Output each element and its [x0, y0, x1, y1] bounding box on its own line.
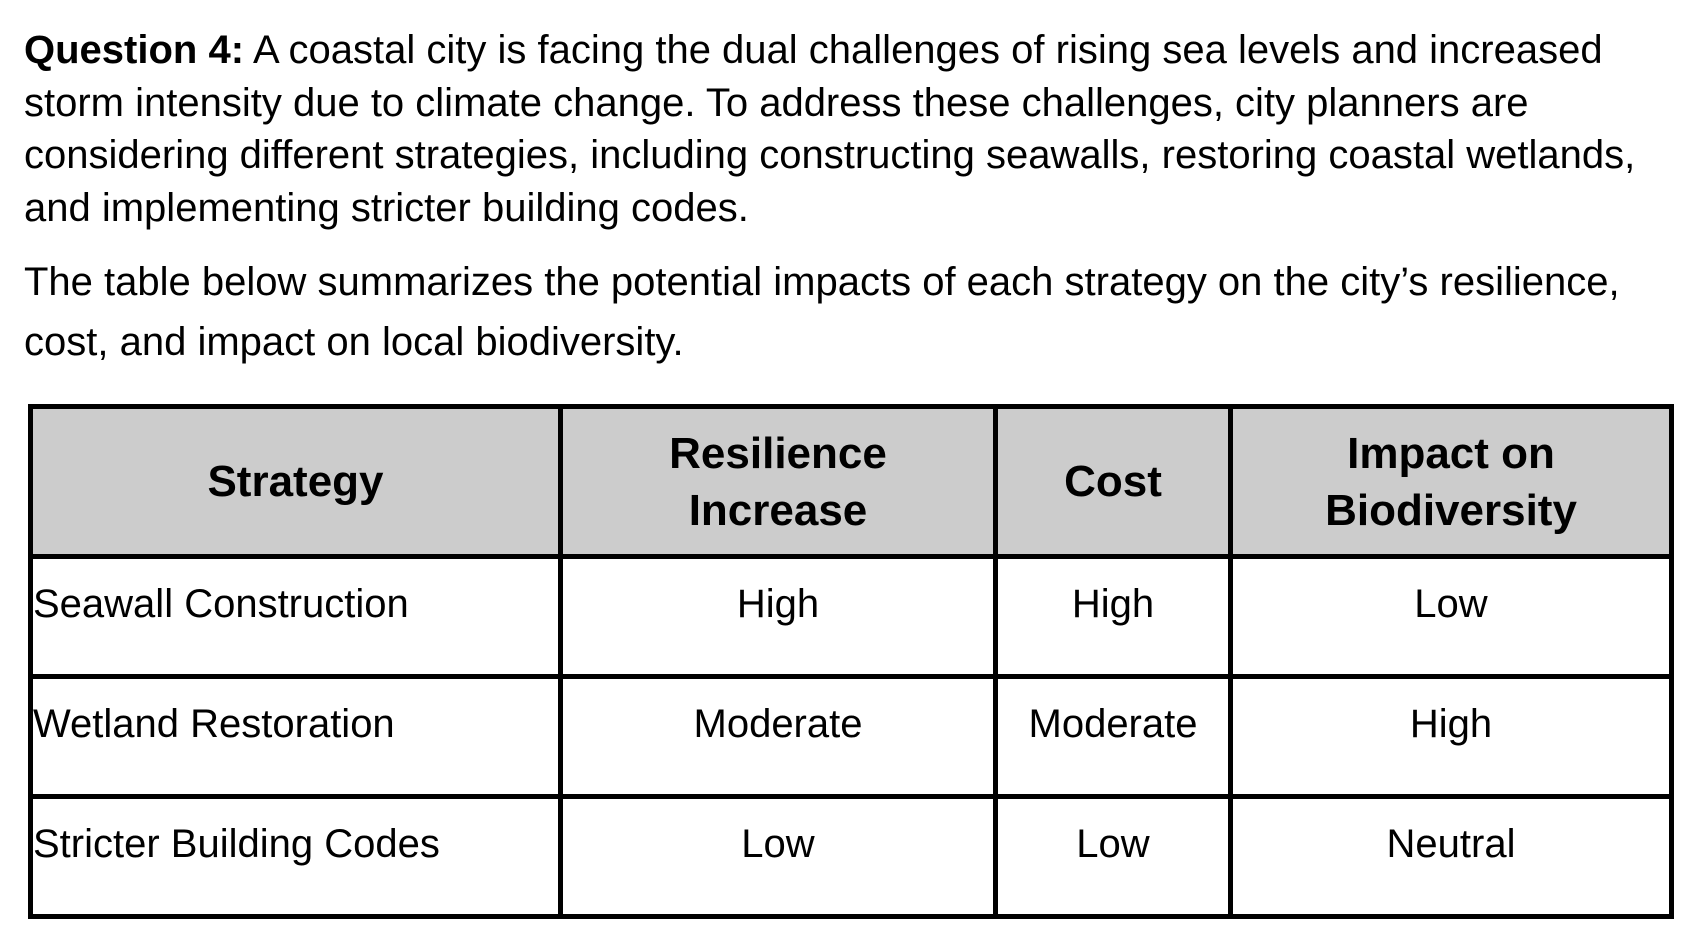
cell-cost: Low	[996, 797, 1231, 917]
header-resilience	[561, 407, 996, 557]
table-header-row	[31, 407, 1672, 557]
header-strategy	[31, 407, 561, 557]
cell-strategy: Stricter Building Codes	[31, 797, 561, 917]
question-text: A coastal city is facing the dual challenges of rising sea levels and increased storm intensity due to climate change. To address these challenges, city planners are considering different strategies, including constructing seawalls, restoring coastal wetlands, and implementing stricter building codes.	[24, 28, 1636, 230]
cell-resilience: Low	[561, 797, 996, 917]
cell-strategy: Wetland Restoration	[31, 677, 561, 797]
header-cost	[996, 407, 1231, 557]
strategy-table	[28, 404, 1674, 919]
cell-cost: Moderate	[996, 677, 1231, 797]
table-row	[31, 677, 1672, 797]
header-biodiversity	[1231, 407, 1672, 557]
header-strategy-line: Strategy	[207, 457, 384, 506]
intro-paragraph: The table below summarizes the potential impacts of each strategy on the city’s resilience, cost, and impact on local biodiversity.	[24, 260, 1620, 364]
header-resilience-line-2: Increase	[688, 485, 868, 535]
cell-cost: High	[996, 557, 1231, 677]
table-row	[31, 557, 1672, 677]
header-biodiversity-line-2: Biodiversity	[1325, 485, 1577, 535]
cell-biodiversity: Neutral	[1231, 797, 1672, 917]
cell-resilience: High	[561, 557, 996, 677]
cell-resilience: Moderate	[561, 677, 996, 797]
cell-strategy: Seawall Construction	[31, 557, 561, 677]
question-paragraph	[24, 24, 1684, 234]
header-resilience-line-1: Resilience	[669, 428, 887, 478]
cell-biodiversity: Low	[1231, 557, 1672, 677]
header-biodiversity-line-1: Impact on	[1347, 428, 1555, 478]
header-cost-line: Cost	[1064, 457, 1162, 506]
document-page	[24, 24, 1684, 372]
question-label: Question 4:	[24, 28, 245, 72]
cell-biodiversity: High	[1231, 677, 1672, 797]
table-row	[31, 797, 1672, 917]
